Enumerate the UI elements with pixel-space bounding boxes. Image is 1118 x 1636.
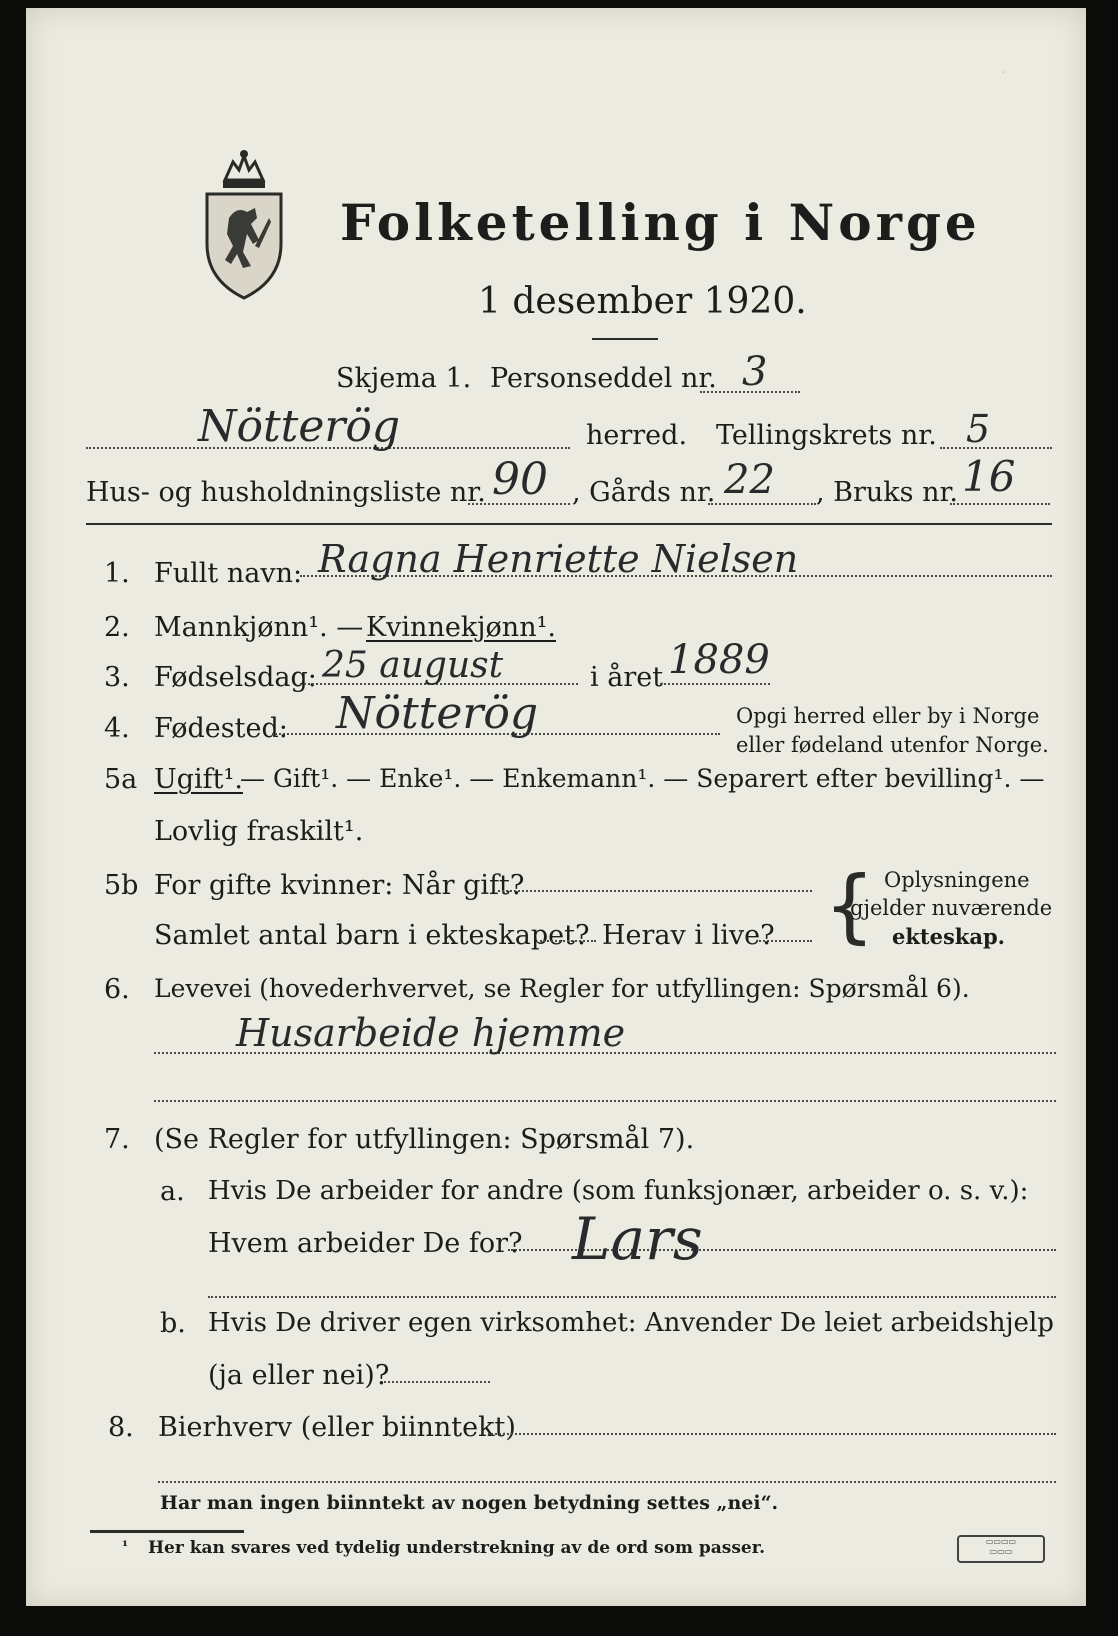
- children-alive-field[interactable]: [756, 940, 812, 942]
- children-count-field[interactable]: [540, 940, 596, 942]
- q5b-alive-label: Herav i live?: [602, 920, 775, 951]
- q5b-number: 5b: [104, 870, 139, 901]
- personseddel-value: 3: [742, 349, 768, 395]
- title-divider: [592, 338, 658, 340]
- q5b-note-1: Oplysningene: [884, 868, 1030, 892]
- occupation-value: Husarbeide hjemme: [236, 1011, 626, 1055]
- q8-label: Bierhverv (eller biinntekt): [158, 1412, 516, 1443]
- hus-label: Hus- og husholdningsliste nr.: [86, 477, 486, 508]
- q5b-note-brace: {: [824, 859, 875, 952]
- q5a-other-options[interactable]: — Gift¹. — Enke¹. — Enkemann¹. — Separert efter bevilling¹. —: [240, 764, 1045, 793]
- census-date: 1 desember 1920.: [478, 281, 807, 322]
- occupation-field-line-2[interactable]: [154, 1100, 1056, 1102]
- header-divider: [86, 523, 1052, 525]
- bruks-value: 16: [962, 452, 1016, 501]
- q5b-children-label: Samlet antal barn i ekteskapet?: [154, 920, 590, 951]
- q8-number: 8.: [108, 1412, 134, 1443]
- q3-year-label: i året: [590, 662, 664, 693]
- q3-number: 3.: [104, 662, 130, 693]
- q4-number: 4.: [104, 713, 130, 744]
- q1-label: Fullt navn:: [154, 558, 303, 589]
- gards-value: 22: [724, 457, 775, 503]
- full-name-value: Ragna Henriette Nielsen: [318, 537, 799, 581]
- employer-value: Lars: [572, 1205, 703, 1273]
- birthplace-value: Nötterög: [336, 688, 539, 739]
- q7-label: (Se Regler for utfyllingen: Spørsmål 7).: [154, 1124, 695, 1155]
- gards-label: , Gårds nr.: [572, 477, 716, 508]
- hired-help-field[interactable]: [384, 1381, 490, 1383]
- birth-year-field[interactable]: [660, 683, 770, 685]
- form-title: Folketelling i Norge: [340, 193, 981, 252]
- q3-label: Fødselsdag:: [154, 662, 317, 693]
- footnote-divider: [90, 1530, 244, 1533]
- schema-label: Skjema 1.: [336, 363, 472, 394]
- tellingskrets-label: Tellingskrets nr.: [716, 420, 937, 451]
- bleed-through-mark: ·: [1000, 60, 1007, 84]
- q5b-when-married-label: For gifte kvinner: Når gift?: [154, 870, 525, 901]
- q5a-lovlig-fraskilt[interactable]: Lovlig fraskilt¹.: [154, 816, 364, 847]
- q5b-note-2: gjelder nuværende: [850, 896, 1053, 920]
- birthplace-note-2: eller fødeland utenfor Norge.: [736, 733, 1049, 757]
- birth-year-value: 1889: [668, 637, 770, 683]
- q7a-letter: a.: [160, 1176, 185, 1207]
- footnote-text: Her kan svares ved tydelig understrekning av de ord som passer.: [148, 1538, 766, 1558]
- employer-field-line-2[interactable]: [208, 1296, 1056, 1298]
- q2-male-option[interactable]: Mannkjønn¹. —: [154, 612, 364, 643]
- q2-female-option[interactable]: Kvinnekjønn¹.: [366, 612, 556, 643]
- q5b-note-3: ekteskap.: [892, 924, 1005, 949]
- herred-value: Nötterög: [198, 401, 401, 452]
- q5a-number: 5a: [104, 764, 138, 795]
- q4-label: Fødested:: [154, 713, 288, 744]
- birthday-value: 25 august: [322, 645, 504, 686]
- q7a-text: Hvis De arbeider for andre (som funksjonær, arbeider o. s. v.):: [208, 1176, 1029, 1206]
- tellingskrets-value: 5: [966, 407, 991, 451]
- q7a-question: Hvem arbeider De for?: [208, 1228, 523, 1259]
- herred-label: herred.: [586, 420, 688, 451]
- q7-number: 7.: [104, 1124, 130, 1155]
- side-income-field-line-1[interactable]: [488, 1433, 1056, 1435]
- side-income-field-line-2[interactable]: [158, 1481, 1056, 1483]
- gards-field[interactable]: [708, 503, 816, 505]
- q5a-ugift-option[interactable]: Ugift¹.: [154, 764, 243, 795]
- bruks-field[interactable]: [950, 503, 1050, 505]
- q6-number: 6.: [104, 974, 130, 1005]
- q7b-question: (ja eller nei)?: [208, 1360, 390, 1391]
- footnote-mark: ¹: [122, 1539, 129, 1555]
- personseddel-label: Personseddel nr.: [490, 363, 717, 394]
- norway-coat-of-arms-icon: [203, 148, 285, 300]
- q2-number: 2.: [104, 612, 130, 643]
- bruks-label: , Bruks nr.: [816, 477, 959, 508]
- q1-number: 1.: [104, 558, 130, 589]
- footer-note: Har man ingen biinntekt av nogen betydning settes „nei“.: [160, 1492, 779, 1514]
- birthplace-note-1: Opgi herred eller by i Norge: [736, 704, 1040, 728]
- q7b-text: Hvis De driver egen virksomhet: Anvender De leiet arbeidshjelp: [208, 1308, 1054, 1338]
- q7b-letter: b.: [160, 1308, 186, 1339]
- printer-stamp-icon: ▭▭▭▭ ▭▭▭: [957, 1535, 1045, 1563]
- q6-label: Levevei (hovederhvervet, se Regler for utfyllingen: Spørsmål 6).: [154, 974, 970, 1003]
- when-married-field[interactable]: [498, 890, 812, 892]
- tellingskrets-field[interactable]: [940, 447, 1052, 449]
- hus-value: 90: [492, 454, 548, 505]
